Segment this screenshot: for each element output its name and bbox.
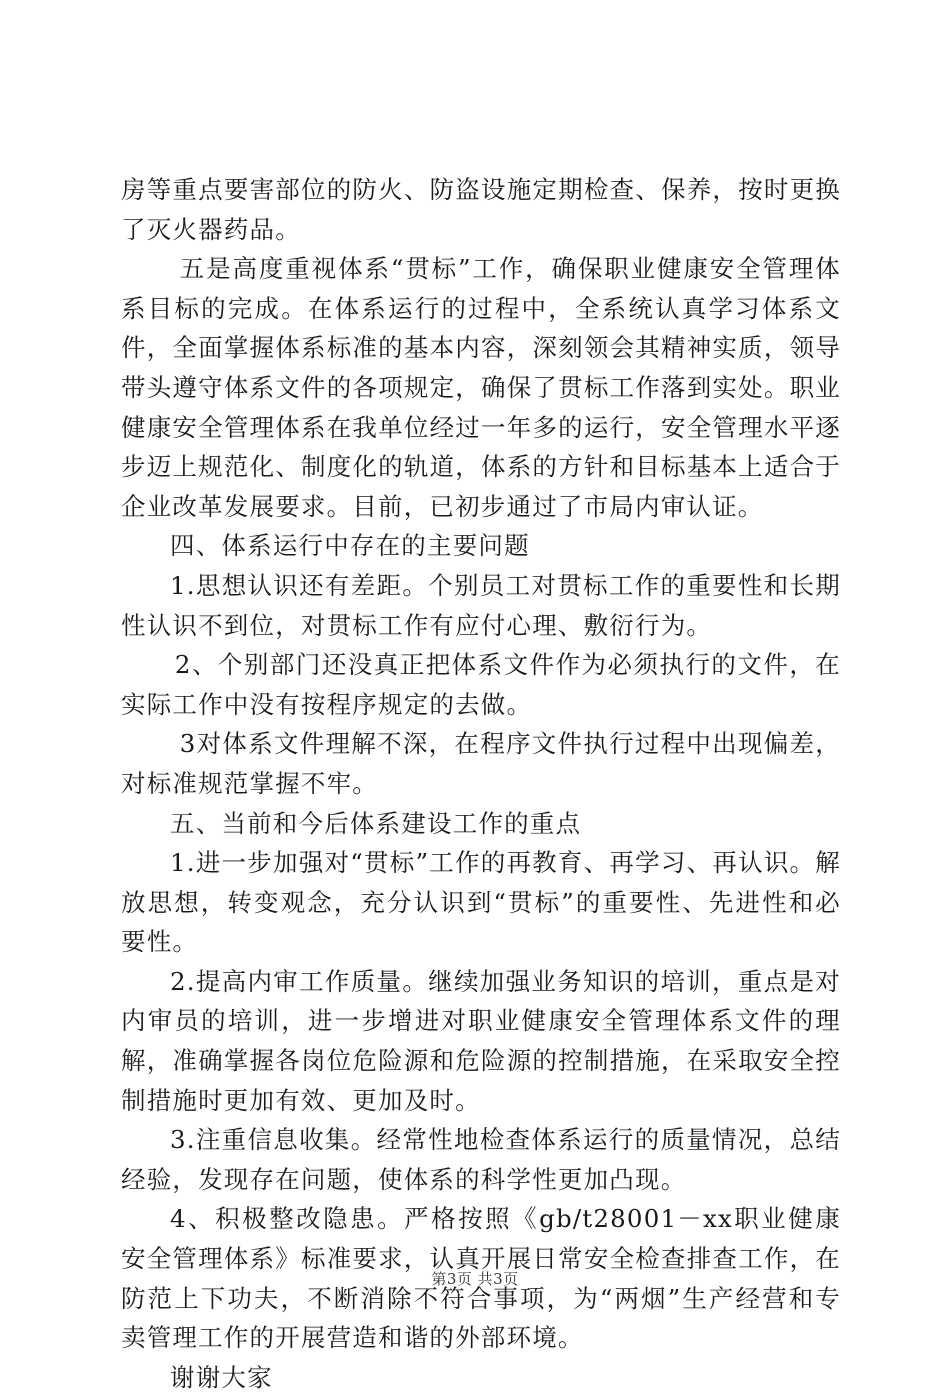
paragraph-problem-3: 3对体系文件理解不深，在程序文件执行过程中出现偏差，对标准规范掌握不牢。 <box>121 729 841 798</box>
paragraph-fire-safety-continuation: 房等重点要害部位的防火、防盗设施定期检查、保养，按时更换了灭火器药品。 <box>121 175 841 244</box>
document-body <box>121 170 841 1397</box>
paragraph-key-work-3: 3.注重信息收集。经常性地检查体系运行的质量情况，总结经验，发现存在问题，使体系的科学性更加凸现。 <box>121 1125 841 1194</box>
paragraph-key-work-4: 4、积极整改隐患。严格按照《gb/t28001－xx职业健康安全管理体系》标准要求，认真开展日常安全检查排查工作，在防范上下功夫，不断消除不符合事项，为“两烟”生产经营和专卖管理工作的开展营造和谐的外部环境。 <box>121 1204 841 1353</box>
paragraph-key-work-1: 1.进一步加强对“贯标”工作的再教育、再学习、再认识。解放思想，转变观念，充分认识到“贯标”的重要性、先进性和必要性。 <box>121 848 841 957</box>
closing-thanks: 谢谢大家 <box>170 1362 273 1392</box>
page-number-label: 第3页 共3页 <box>431 1270 519 1288</box>
paragraph-point-five-standards: 五是高度重视体系“贯标”工作，确保职业健康安全管理体系目标的完成。在体系运行的过程中，全系统认真学习体系文件，全面掌握体系标准的基本内容，深刻领会其精神实质，领导带头遵守体系文件的各项规定，确保了贯标工作落到实处。职业健康安全管理体系在我单位经过一年多的运行，安全管理水平逐步迈上规范化、制度化的轨道，体系的方针和目标基本上适合于企业改革发展要求。目前，已初步通过了市局内审认证。 <box>121 254 841 521</box>
paragraph-problem-1: 1.思想认识还有差距。个别员工对贯标工作的重要性和长期性认识不到位，对贯标工作有应付心理、敷衍行为。 <box>121 570 841 640</box>
section-heading-main-problems: 四、体系运行中存在的主要问题 <box>170 531 530 561</box>
paragraph-problem-2: 2、个别部门还没真正把体系文件作为必须执行的文件，在实际工作中没有按程序规定的去做。 <box>121 650 841 719</box>
section-heading-key-work: 五、当前和今后体系建设工作的重点 <box>170 808 582 838</box>
paragraph-key-work-2: 2.提高内审工作质量。继续加强业务知识的培训，重点是对内审员的培训，进一步增进对职业健康安全管理体系文件的理解，准确掌握各岗位危险源和危险源的控制措施，在采取安全控制措施时更加有效、更加及时。 <box>121 966 841 1115</box>
page-footer <box>0 1268 950 1289</box>
